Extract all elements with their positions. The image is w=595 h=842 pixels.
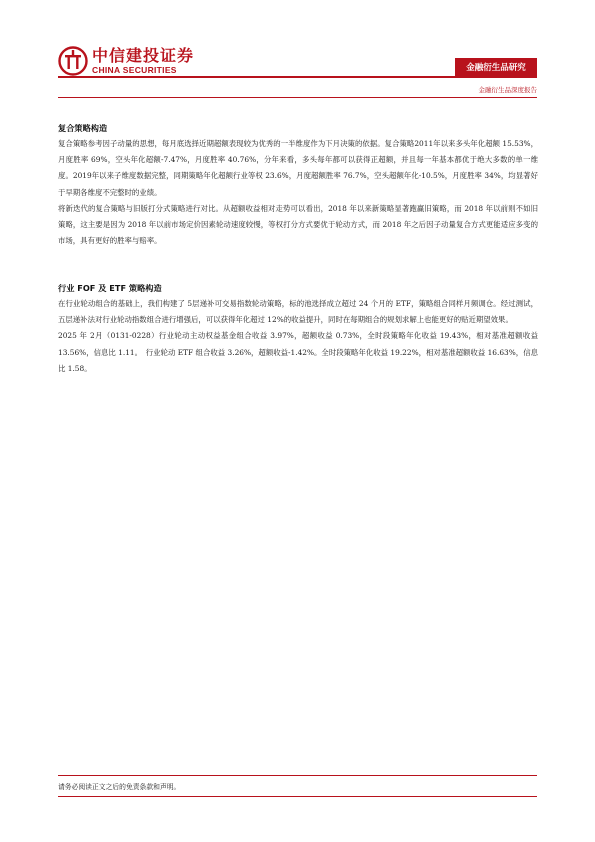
- body-paragraph: 2025 年 2月（0131-0228）行业轮动主动权益基金组合收益 3.97%，超额收益 0.73%，全时段策略年化收益 19.43%，相对基准超额收益 13.56%，信息比 1.11。 行业轮动 ETF 组合收益 3.26%，超额收益-1.42%。全时段策略年化收益 19.22%，相对基准超额收益 16.63%，信息比 1.58。: [58, 331, 538, 373]
- body-paragraph: 将新迭代的复合策略与旧版打分式策略进行对比。从超额收益相对走势可以看出，2018 年以来新策略显著跑赢旧策略，而 2018 年以前则不如旧策略，这主要是因为 2018 年以前市场定价因素轮动速度较慢，等权打分方式要优于轮动方式，而 2018 年之后因子动量复合方式更能适应多变的市场，具有更好的胜率与赔率。: [58, 203, 538, 246]
- report-type-label: 金融衍生品深度报告: [478, 86, 537, 94]
- report-category-badge: 金融衍生品研究: [455, 58, 537, 76]
- logo-chinese-name: 中信建投证券: [92, 45, 195, 65]
- body-paragraph: 复合策略参考因子动量的思想，每月底选择近期超额表现较为优秀的一半维度作为下月决策的依据。复合策略2011年以来多头年化超额 15.53%，月度胜率 69%，空头年化超额-7.47%，月度胜率 40.76%，分年来看，多头每年都可以获得正超额，并且每一年基本都优于绝大多数的单一维度。2019年以来子维度数据完整，同期策略年化超额行业等权 23.6%，月度超额胜率 76.7%，空头超额年化-10.5%，月度胜率 34%，均显著好于早期各维度不完整时的业绩。: [58, 139, 538, 197]
- footer-bar: [58, 796, 537, 797]
- body-paragraph: 在行业轮动组合的基础上，我们构建了 5层递补可交易指数轮动策略，标的池选择成立超过 24 个月的 ETF，策略组合同样月频调仓。经过测试，五层递补法对行业轮动指数组合进行增强后，可以获得年化超过 12%的收益提升，同时在每期组合的规划求解上也能更好的贴近期望效果。: [58, 299, 538, 325]
- footer-disclaimer: 请务必阅读正文之后的免责条款和声明。: [58, 783, 181, 791]
- footer-divider: [58, 775, 537, 776]
- section-fof-etf-strategy: [58, 283, 538, 377]
- section-composite-strategy: [58, 123, 538, 249]
- company-logo: [58, 44, 198, 78]
- header-divider: [58, 76, 537, 78]
- citic-logo-icon: [58, 46, 88, 76]
- header-thin-divider: [58, 97, 537, 98]
- section-heading: 复合策略构造: [58, 123, 108, 133]
- section-heading: 行业 FOF 及 ETF 策略构造: [58, 283, 162, 293]
- logo-english-name: CHINA SECURITIES: [92, 64, 177, 75]
